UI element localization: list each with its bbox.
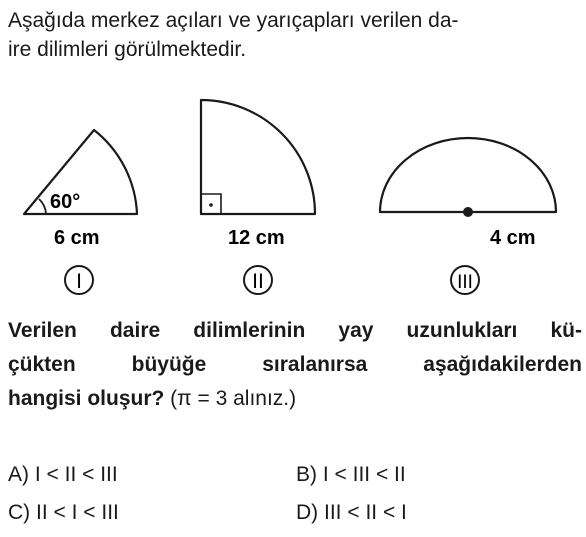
intro-line-2: ire dilimleri görülmektedir.: [8, 38, 247, 61]
radius-label-ii: 12 cm: [228, 227, 285, 249]
radius-label-i: 6 cm: [54, 227, 100, 249]
option-c-letter: C): [8, 501, 31, 524]
question-text: [8, 314, 582, 416]
right-angle-dot: [209, 203, 213, 207]
option-a-text: I < II < III: [34, 463, 118, 486]
center-point: [463, 207, 473, 217]
roman-label-i: I: [76, 270, 82, 293]
sector-i: [24, 130, 137, 294]
question-line-2: çükten büyüğe sıralanırsa aşağıdakilerden: [8, 353, 582, 376]
pi-note: (π = 3 alınız.): [164, 387, 297, 410]
angle-arc-mark: [39, 199, 46, 214]
roman-label-ii: II: [252, 270, 264, 293]
option-a[interactable]: [8, 462, 118, 488]
option-d-letter: D): [296, 501, 319, 524]
option-d[interactable]: [296, 500, 407, 526]
angle-label: 60°: [50, 191, 81, 213]
option-a-letter: A): [8, 463, 29, 486]
intro-line-1: Aşağıda merkez açıları ve yarıçapları verilen da-: [8, 9, 459, 32]
option-c[interactable]: [8, 500, 119, 526]
sector-ii: [201, 100, 315, 294]
option-b[interactable]: [296, 462, 406, 488]
radius-label-iii: 4 cm: [490, 227, 536, 249]
question-line-3: [8, 382, 582, 416]
option-b-letter: B): [296, 463, 317, 486]
question-bold: hangisi oluşur?: [8, 387, 165, 410]
question-line-1: Verilen daire dilimlerinin yay uzunlukları kü-: [8, 319, 582, 342]
roman-label-iii: III: [457, 272, 473, 293]
sector-iii: [380, 138, 556, 294]
option-b-text: I < III < II: [322, 463, 406, 486]
option-d-text: III < II < I: [324, 501, 407, 524]
option-c-text: II < I < III: [36, 501, 119, 524]
sector-ii-shape: [201, 100, 315, 214]
sector-iii-shape: [380, 138, 556, 212]
